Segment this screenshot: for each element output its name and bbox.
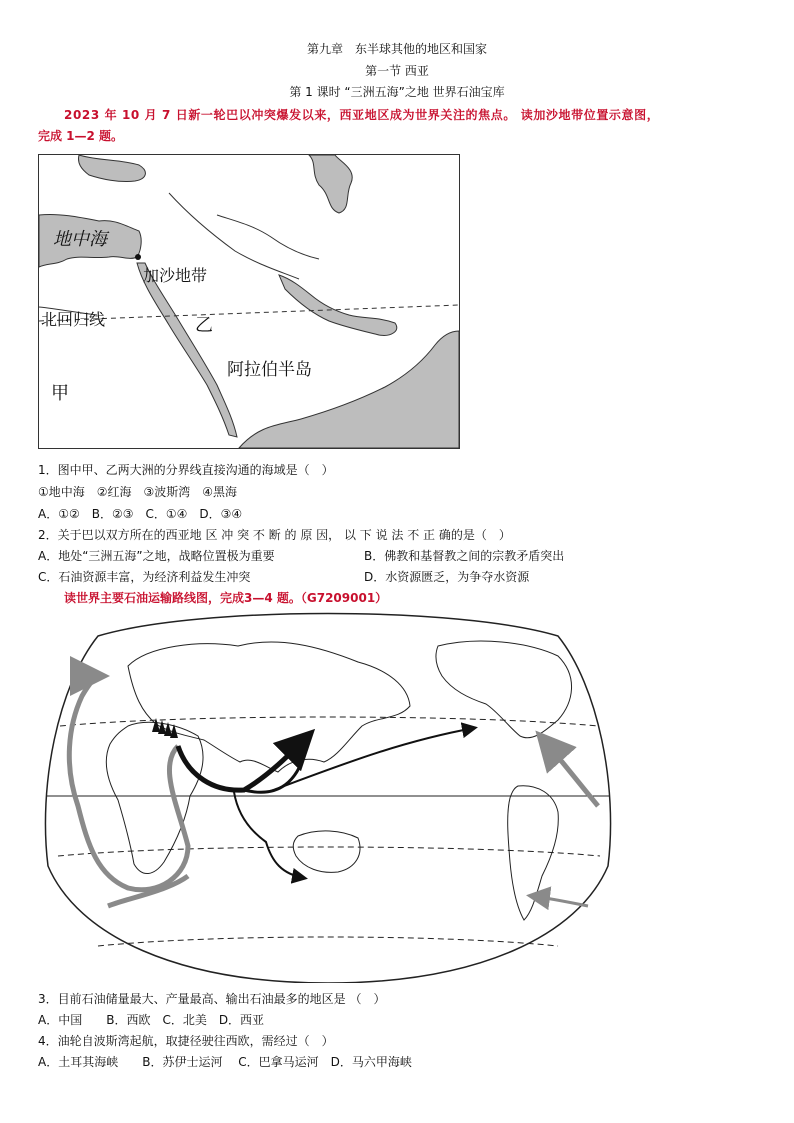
label-gaza: 加沙地带	[143, 266, 208, 285]
persian-gulf	[279, 275, 397, 335]
caspian-sea	[309, 155, 352, 213]
section-title: 第一节 西亚	[365, 64, 429, 78]
q3-stem: 3．目前石油储量最大、产量最高、输出石油最多的地区是 （ ）	[38, 992, 386, 1006]
intro-line-1: 2023 年 10 月 7 日新一轮巴以冲突爆发以来，西亚地区成为世界关注的焦点。 读加沙地带位置示意图，	[64, 108, 660, 122]
q1-stem: 1．图中甲、乙两大洲的分界线直接沟通的海域是（ ）	[38, 463, 334, 477]
label-tropic: 北回归线	[41, 310, 106, 329]
black-sea	[78, 155, 145, 182]
red-sea	[137, 263, 237, 437]
q3-options: A．中国 B．西欧 C．北美 D．西亚	[38, 1013, 265, 1027]
map-frame	[45, 614, 610, 984]
lesson-title: 第 1 课时 “三洲五海”之地 世界石油宝库	[289, 85, 505, 99]
q2-option-d: D．水资源匮乏，为争夺水资源	[364, 570, 530, 584]
q1-items: ①地中海 ②红海 ③波斯湾 ④黑海	[38, 485, 238, 499]
q1-options: A．①② B．②③ C．①④ D．③④	[38, 507, 243, 521]
label-jia: 甲	[51, 383, 69, 404]
q2-option-a: A．地处“三洲五海”之地，战略位置极为重要	[38, 549, 275, 563]
world-oil-routes-map	[38, 606, 618, 983]
q2-option-b: B．佛教和基督教之间的宗教矛盾突出	[364, 549, 565, 563]
world-map-svg	[38, 606, 618, 983]
q2-option-c: C．石油资源丰富，为经济利益发生冲突	[38, 570, 251, 584]
gaza-map-svg	[39, 155, 459, 448]
intro-2: 读世界主要石油运输路线图，完成3—4 题。（G7209001）	[64, 591, 388, 605]
chapter-title: 第九章 东半球其他的地区和国家	[306, 42, 487, 56]
label-yi: 乙	[195, 315, 213, 336]
q4-options: A．土耳其海峡 B．苏伊士运河 C．巴拿马运河 D．马六甲海峡	[38, 1055, 412, 1069]
label-arabia: 阿拉伯半岛	[227, 360, 312, 380]
coastline	[217, 215, 319, 259]
gaza-location-map	[38, 154, 460, 449]
intro-line-2: 完成 1—2 题。	[38, 129, 124, 143]
label-mediterranean: 地中海	[53, 229, 107, 250]
q4-stem: 4．油轮自波斯湾起航，取捷径驶往西欧，需经过（ ）	[38, 1034, 334, 1048]
arabian-sea	[239, 331, 459, 448]
q2-stem: 2．关于巴以双方所在的西亚地 区 冲 突 不 断 的 原 因， 以 下 说 法 不 正 确的是（ ）	[38, 528, 511, 542]
gaza-marker	[135, 254, 141, 260]
